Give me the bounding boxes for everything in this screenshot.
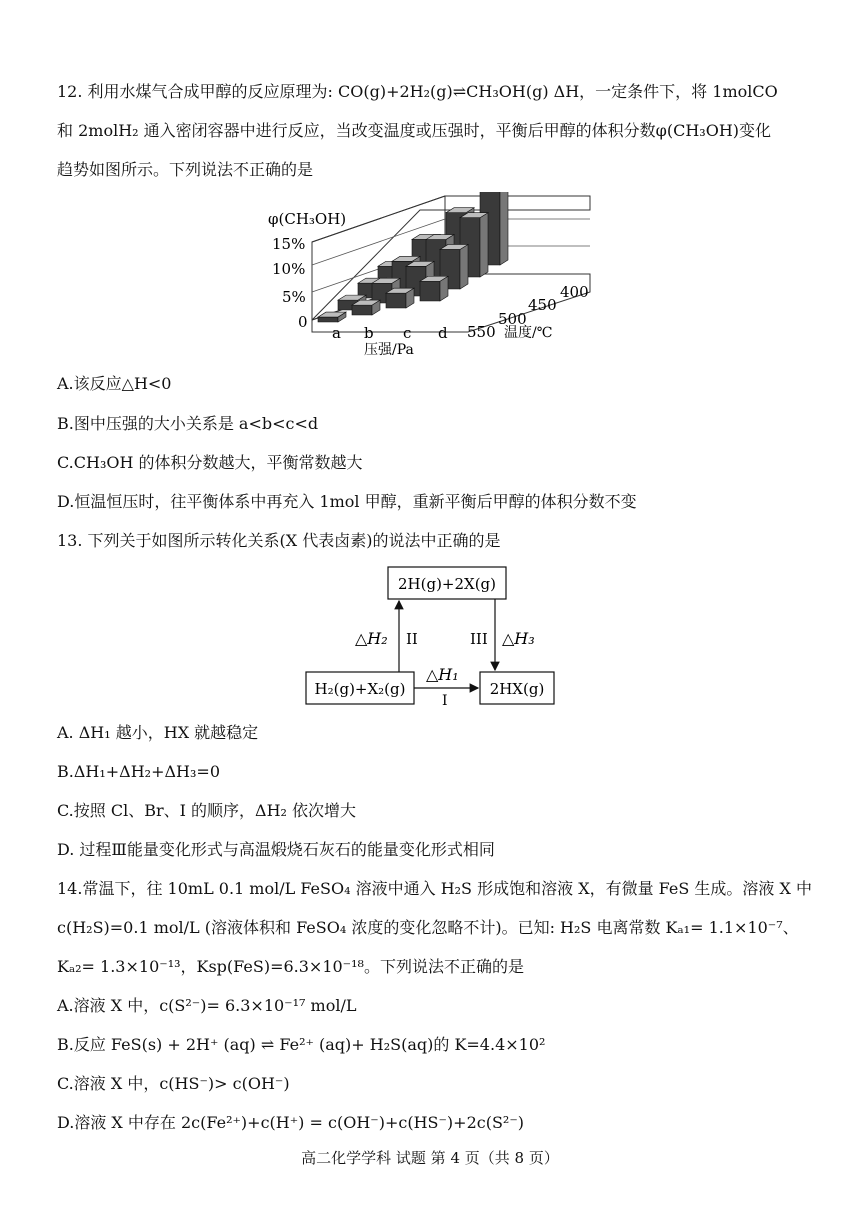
q13-option-c: C.按照 Cl、Br、I 的顺序，ΔH₂ 依次增大 — [57, 801, 357, 820]
q12-stem-line3: 趋势如图所示。下列说法不正确的是 — [57, 160, 314, 179]
phi-ch3oh-bar-chart — [260, 192, 620, 362]
q14-option-a: A.溶液 X 中，c(S²⁻)= 6.3×10⁻¹⁷ mol/L — [57, 996, 357, 1015]
y-tick-10: 10% — [272, 260, 306, 278]
x-tick-b: b — [364, 324, 374, 342]
bar-d-550 — [420, 276, 448, 301]
q12-stem-line1: 12. 利用水煤气合成甲醇的反应原理为: CO(g)+2H₂(g)⇌CH₃OH(g) ΔH，一定条件下，将 1molCO — [57, 82, 778, 101]
bar-b-550 — [352, 300, 380, 315]
z-tick-400: 400 — [560, 283, 589, 301]
x-tick-d: d — [438, 324, 448, 342]
label-iii: III — [470, 630, 488, 648]
box-reactants-label: H₂(g)+X₂(g) — [314, 680, 406, 698]
q12-option-a: A.该反应△H<0 — [57, 374, 172, 393]
page-footer: 高二化学学科 试题 第 4 页（共 8 页） — [301, 1149, 559, 1167]
x-tick-c: c — [403, 324, 412, 342]
x-axis-label: 压强/Pa — [364, 342, 414, 358]
x-tick-a: a — [332, 324, 341, 342]
y-axis-label: φ(CH₃OH) — [268, 210, 347, 228]
label-dh2: △H₂ — [355, 629, 388, 648]
bar-a-550 — [318, 312, 346, 322]
z-axis-label: 温度/℃ — [504, 325, 553, 341]
z-tick-450: 450 — [528, 296, 557, 314]
q12-option-d: D.恒温恒压时，往平衡体系中再充入 1mol 甲醇，重新平衡后甲醇的体积分数不变 — [57, 492, 637, 511]
z-tick-500: 500 — [498, 310, 527, 328]
q14-option-c: C.溶液 X 中，c(HS⁻)> c(OH⁻) — [57, 1074, 290, 1093]
label-dh1: △H₁ — [426, 665, 459, 684]
q13-option-d: D. 过程Ⅲ能量变化形式与高温煅烧石灰石的能量变化形式相同 — [57, 840, 495, 859]
box-product-label: 2HX(g) — [489, 680, 545, 698]
q13-option-b: B.ΔH₁+ΔH₂+ΔH₃=0 — [57, 762, 221, 781]
q13-option-a: A. ΔH₁ 越小，HX 就越稳定 — [57, 723, 259, 742]
q14-stem-line1: 14.常温下，往 10mL 0.1 mol/L FeSO₄ 溶液中通入 H₂S 形成饱和溶液 X，有微量 FeS 生成。溶液 X 中 — [57, 879, 812, 898]
box-atoms-label: 2H(g)+2X(g) — [397, 575, 497, 593]
q13-stem: 13. 下列关于如图所示转化关系(X 代表卤素)的说法中正确的是 — [57, 531, 501, 550]
z-tick-550: 550 — [467, 323, 496, 341]
q14-stem-line2: c(H₂S)=0.1 mol/L (溶液体积和 FeSO₄ 浓度的变化忽略不计)。已知: H₂S 电离常数 Kₐ₁= 1.1×10⁻⁷、 — [57, 918, 799, 937]
q12-stem-line2: 和 2molH₂ 通入密闭容器中进行反应，当改变温度或压强时，平衡后甲醇的体积分数φ(CH₃OH)变化 — [57, 121, 772, 140]
q14-option-b: B.反应 FeS(s) + 2H⁺ (aq) ⇌ Fe²⁺ (aq)+ H₂S(aq)的 K=4.4×10² — [57, 1035, 546, 1054]
label-dh3: △H₃ — [502, 629, 535, 648]
y-tick-15: 15% — [272, 235, 306, 253]
q14-option-d: D.溶液 X 中存在 2c(Fe²⁺)+c(H⁺) = c(OH⁻)+c(HS⁻)+2c(S²⁻) — [57, 1113, 525, 1132]
label-i: I — [442, 693, 448, 709]
y-tick-0: 0 — [298, 313, 308, 331]
label-ii: II — [406, 630, 418, 648]
energy-cycle-diagram — [300, 562, 570, 712]
bar-c-550 — [386, 288, 414, 308]
q12-option-b: B.图中压强的大小关系是 a<b<c<d — [57, 414, 319, 433]
q14-stem-line3: Kₐ₂= 1.3×10⁻¹³，Ksp(FeS)=6.3×10⁻¹⁸。下列说法不正确的是 — [57, 957, 524, 976]
y-tick-5: 5% — [282, 288, 306, 306]
q12-option-c: C.CH₃OH 的体积分数越大，平衡常数越大 — [57, 453, 363, 472]
